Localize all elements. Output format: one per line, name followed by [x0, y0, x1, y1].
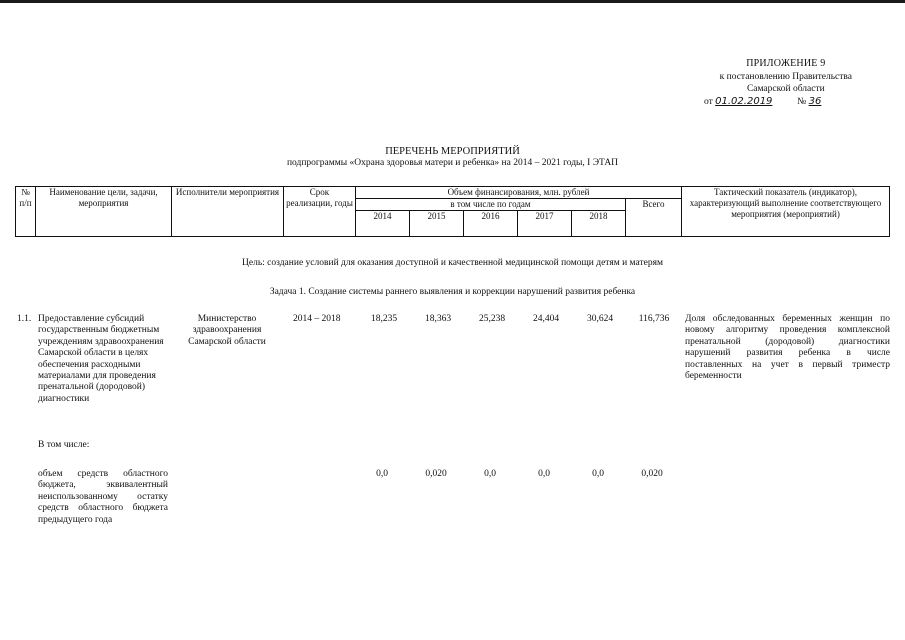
- row-1-1-value-2014: 18,235: [370, 314, 398, 324]
- task-heading: Задача 1. Создание системы раннего выявления и коррекции нарушений развития ребенка: [269, 287, 636, 297]
- appendix-date-line: [704, 96, 821, 107]
- document-subtitle: подпрограммы «Охрана здоровья матери и ребенка» на 2014 – 2021 годы, I ЭТАП: [286, 158, 619, 168]
- table-header: [15, 186, 890, 237]
- header-funding: Объем финансирования, млн. рублей: [356, 187, 682, 199]
- appendix-block: [720, 58, 852, 96]
- row-regional-value-2015: 0,020: [425, 469, 447, 479]
- row-1-1-total: 116,736: [638, 314, 670, 324]
- appendix-line-1: к постановлению Правительства: [719, 71, 852, 82]
- row-regional-value-2014: 0,0: [376, 469, 388, 479]
- row-1-1-value-2016: 25,238: [478, 314, 506, 324]
- header-year-2015: 2015: [410, 211, 464, 237]
- top-border-line: [0, 0, 905, 3]
- header-year-2018: 2018: [572, 211, 626, 237]
- header-year-2017: 2017: [518, 211, 572, 237]
- date-prefix: от: [704, 97, 713, 107]
- date-handwritten: 01.02.2019: [715, 96, 773, 107]
- including-label: В том числе:: [38, 440, 90, 450]
- row-regional-value-2016: 0,0: [484, 469, 496, 479]
- row-regional-value-2018: 0,0: [592, 469, 604, 479]
- row-1-1-executor: Министерство здравоохранения Самарской области: [188, 314, 266, 347]
- row-regional-name: объем средств областного бюджета, эквивалентный неиспользованному остатку средств областного бюджета предыдущего года: [38, 469, 168, 525]
- number-handwritten: 36: [808, 96, 822, 107]
- goal-text: Цель: создание условий для оказания доступной и качественной медицинской помощи детям и матерям: [242, 258, 663, 268]
- header-year-2016: 2016: [464, 211, 518, 237]
- number-prefix: №: [797, 97, 807, 107]
- header-by-years: в том числе по годам: [356, 199, 626, 211]
- row-regional-value-2017: 0,0: [538, 469, 550, 479]
- row-1-1-value-2018: 30,624: [586, 314, 614, 324]
- row-1-1-number: 1.1.: [17, 314, 32, 324]
- header-executors: Исполнители мероприятия: [172, 187, 284, 237]
- row-1-1-name: Предоставление субсидий государственным бюджетным учреждениям здравоохранения Самарской области в целях обеспечения расходными материалами для проведения пренатальной (дородовой) диагностики: [38, 314, 164, 404]
- row-1-1-value-2015: 18,363: [424, 314, 452, 324]
- appendix-title: ПРИЛОЖЕНИЕ 9: [746, 58, 826, 69]
- header-num: № п/п: [16, 187, 36, 237]
- appendix-line-2: Самарской области: [746, 84, 825, 94]
- header-year-2014: 2014: [356, 211, 410, 237]
- row-1-1-indicator: Доля обследованных беременных женщин по новому алгоритму проведения комплексной пренатальной (дородовой) диагностики нарушений развития ребенка в числе поставленных на учет в первый триместр беременности: [685, 314, 890, 382]
- header-total: Всего: [626, 199, 682, 237]
- header-term: Срок реализации, годы: [284, 187, 356, 237]
- header-indicator: Тактический показатель (индикатор), характеризующий выполнение соответствующего мероприятия (мероприятий): [682, 187, 890, 237]
- row-regional-total: 0,020: [641, 469, 663, 479]
- row-1-1-term: 2014 – 2018: [293, 314, 341, 324]
- header-name: Наименование цели, задачи, мероприятия: [36, 187, 172, 237]
- document-title: ПЕРЕЧЕНЬ МЕРОПРИЯТИЙ: [385, 146, 520, 157]
- row-1-1-value-2017: 24,404: [532, 314, 560, 324]
